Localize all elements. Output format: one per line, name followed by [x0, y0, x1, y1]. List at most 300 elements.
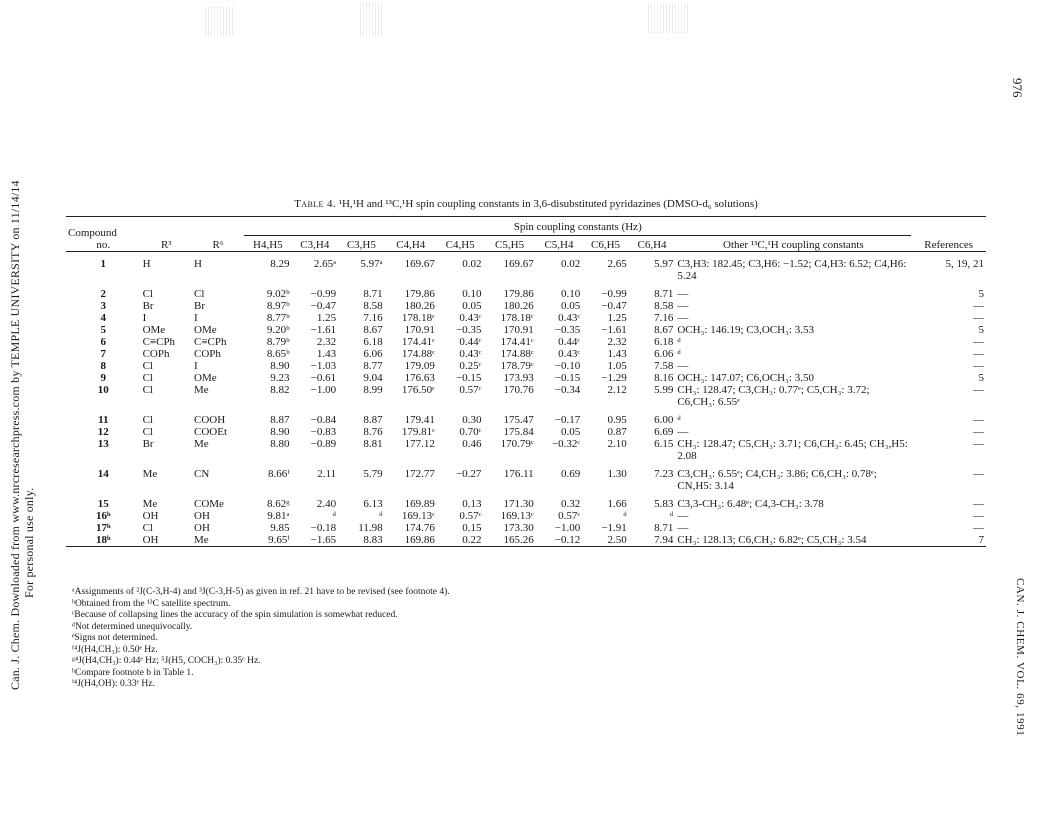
- cell-h4h5: 8.66ᶠ: [268, 468, 290, 480]
- header-compound-line1: Compound: [68, 227, 117, 239]
- page-number: 976: [1010, 78, 1025, 98]
- cell-no: 10: [97, 384, 109, 396]
- cell-c5h5: 175.84: [503, 426, 534, 438]
- cell-refs: 7: [978, 534, 984, 546]
- table-row: [66, 312, 986, 324]
- table-row: [66, 384, 986, 408]
- cell-c5h5: 175.47: [503, 414, 534, 426]
- cell-c3h4: −0.84: [310, 414, 337, 426]
- cell-c5h5: 171.30: [503, 498, 534, 510]
- table-row: [66, 372, 986, 384]
- header-h4h5: H4,H5: [253, 239, 283, 251]
- cell-refs: 5: [978, 288, 984, 300]
- cell-r3: OH: [142, 510, 159, 522]
- cell-refs: 5: [978, 324, 984, 336]
- cell-r6: COPh: [194, 348, 221, 360]
- cell-r6: Br: [194, 300, 205, 312]
- cell-c5h5: 173.93: [503, 372, 534, 384]
- footnote: ᶠ⁴J(H4,CH₃): 0.50ᵉ Hz.: [72, 644, 158, 655]
- cell-h4h5: 8.82: [270, 384, 290, 396]
- header-compound: [66, 217, 141, 252]
- cell-c3h4: 2.65ᵃ: [313, 258, 337, 270]
- cell-c6h4: 7.16: [654, 312, 674, 324]
- cell-c4h4: 174.88ᶜ: [401, 348, 435, 360]
- cell-other: —: [677, 426, 689, 438]
- cell-r6: COOH: [194, 414, 226, 426]
- cell-c6h4: 5.97: [654, 258, 674, 270]
- cell-c6h5: 1.05: [607, 360, 627, 372]
- cell-no: 9: [100, 372, 107, 384]
- cell-no: 11: [98, 414, 109, 426]
- cell-other: ᵈ: [677, 336, 681, 348]
- cell-c3h5: 6.06: [363, 348, 383, 360]
- cell-no: 4: [100, 312, 107, 324]
- cell-c4h4: 174.76: [404, 522, 435, 534]
- cell-c5h4: 0.05: [560, 426, 581, 438]
- cell-c3h4: −0.89: [310, 438, 337, 450]
- cell-c5h4: −0.12: [554, 534, 581, 546]
- cell-c3h5: 8.67: [363, 324, 383, 336]
- cell-c3h5: 6.13: [363, 498, 383, 510]
- cell-c4h5: −0.15: [455, 372, 482, 384]
- cell-c3h4: −1.61: [310, 324, 337, 336]
- cell-r6: Me: [194, 384, 209, 396]
- cell-refs: —: [973, 348, 984, 360]
- cell-c3h5: 8.76: [363, 426, 383, 438]
- table-caption: [66, 198, 986, 210]
- cell-c6h4: 8.16: [654, 372, 674, 384]
- cell-r3: Cl: [142, 288, 153, 300]
- table-row: [66, 360, 986, 372]
- cell-c5h5: 169.67: [503, 258, 534, 270]
- footnotes: [72, 587, 450, 691]
- cell-c6h5: ᵈ: [623, 510, 627, 522]
- header-c5h5: C5,H5: [495, 239, 525, 251]
- cell-no: 6: [100, 336, 107, 348]
- cell-no: 8: [100, 360, 107, 372]
- header-span: Spin coupling constants (Hz): [244, 217, 911, 236]
- header-references: References: [924, 239, 974, 251]
- cell-c6h5: 1.43: [607, 348, 627, 360]
- personal-use-notice: For personal use only.: [22, 487, 36, 598]
- cell-c4h5: 0.43ᶜ: [459, 348, 482, 360]
- cell-r6: OH: [194, 522, 210, 534]
- cell-h4h5: 8.80: [270, 438, 290, 450]
- cell-h4h5: 9.20ᵇ: [266, 324, 290, 336]
- cell-h4h5: 8.87: [270, 414, 290, 426]
- cell-c3h4: 2.40: [316, 498, 337, 510]
- cell-no: 15: [97, 498, 109, 510]
- cell-c3h5: 8.58: [363, 300, 383, 312]
- footnote: ᵉSigns not determined.: [72, 633, 158, 643]
- cell-other: C3,H3: 182.45; C3,H6: −1.52; C4,H3: 6.52; C4,H6: 5.24: [677, 258, 907, 282]
- cell-refs: —: [973, 438, 984, 450]
- cell-c5h4: 0.10: [560, 288, 581, 300]
- cell-c5h4: 0.05: [560, 300, 581, 312]
- cell-c6h4: 7.23: [654, 468, 674, 480]
- cell-c3h5: 6.18: [363, 336, 383, 348]
- cell-c6h5: −0.47: [601, 300, 627, 312]
- cell-c3h5: 8.99: [363, 384, 383, 396]
- table-body: [66, 252, 986, 547]
- cell-c4h5: 0.43ᶜ: [459, 312, 482, 324]
- footnote: ᵍ⁴J(H4,CH₃): 0.44ᵉ Hz; ⁵J(H5, COCH₃): 0.35ᵉ Hz.: [72, 656, 261, 666]
- cell-r6: Cl: [194, 288, 205, 300]
- cell-c4h4: 180.26: [404, 300, 435, 312]
- cell-c4h5: 0.10: [462, 288, 482, 300]
- cell-h4h5: 9.65ⁱ: [268, 534, 290, 546]
- cell-c3h5: 8.81: [363, 438, 383, 450]
- cell-r6: I: [194, 360, 198, 372]
- cell-r6: I: [194, 312, 198, 324]
- cell-c6h5: −1.61: [601, 324, 627, 336]
- cell-c6h5: 2.50: [607, 534, 627, 546]
- cell-c6h5: 2.65: [607, 258, 627, 270]
- download-notice: Can. J. Chem. Downloaded from www.nrcresearchpress.com by TEMPLE UNIVERSITY on 11/14/14: [8, 180, 22, 690]
- cell-refs: —: [973, 336, 984, 348]
- cell-c4h5: 0.57ᶜ: [459, 510, 482, 522]
- cell-c4h5: 0.02: [462, 258, 482, 270]
- cell-c4h5: −0.35: [455, 324, 482, 336]
- table-row: [66, 426, 986, 438]
- footnote: ⁱ⁴J(H4,OH): 0.33ᵉ Hz.: [72, 679, 155, 689]
- cell-h4h5: 8.62ᵍ: [266, 498, 290, 510]
- cell-no: 18ʰ: [95, 534, 111, 546]
- cell-c5h5: 174.88ᶜ: [500, 348, 534, 360]
- cell-c5h5: 170.79ᶜ: [500, 438, 534, 450]
- cell-r3: I: [142, 312, 147, 324]
- cell-refs: —: [973, 498, 984, 510]
- cell-c4h4: 178.18ᶜ: [401, 312, 435, 324]
- cell-c4h5: −0.27: [455, 468, 482, 480]
- cell-c6h5: 2.32: [607, 336, 627, 348]
- cell-c6h4: 7.58: [654, 360, 674, 372]
- coupling-table: [66, 217, 986, 547]
- cell-c4h5: 0.30: [462, 414, 482, 426]
- cell-r3: OMe: [142, 324, 166, 336]
- footnote: ʰCompare footnote b in Table 1.: [72, 667, 194, 678]
- cell-h4h5: 9.23: [270, 372, 290, 384]
- cell-no: 2: [100, 288, 107, 300]
- cell-c3h5: 8.87: [363, 414, 383, 426]
- cell-r6: OMe: [194, 324, 217, 336]
- cell-c3h5: 8.77: [363, 360, 383, 372]
- cell-c5h4: −0.34: [554, 384, 581, 396]
- header-compound-line2: no.: [96, 239, 111, 251]
- cell-c3h4: ᵈ: [332, 510, 337, 522]
- cell-c5h4: −0.17: [554, 414, 581, 426]
- cell-other: ᵈ: [677, 414, 681, 426]
- cell-c6h4: 7.94: [654, 534, 674, 546]
- cell-h4h5: 8.77ᵇ: [266, 312, 290, 324]
- cell-r3: Me: [142, 498, 158, 510]
- cell-c4h5: 0.46: [462, 438, 482, 450]
- cell-c4h4: 169.67: [404, 258, 435, 270]
- cell-c4h4: 169.13ᶜ: [401, 510, 435, 522]
- cell-r3: H: [142, 258, 151, 270]
- cell-refs: —: [973, 522, 984, 534]
- cell-c5h5: 170.91: [503, 324, 534, 336]
- cell-c6h5: 2.10: [607, 438, 627, 450]
- cell-c4h5: 0.70ᶜ: [459, 426, 482, 438]
- table-row: [66, 300, 986, 312]
- cell-r3: OH: [142, 534, 159, 546]
- table-row: [66, 336, 986, 348]
- cell-c6h4: 6.69: [654, 426, 674, 438]
- cell-c3h4: −0.61: [310, 372, 337, 384]
- cell-other: —: [677, 360, 689, 372]
- cell-other: OCH₃: 146.19; C3,OCH₃: 3.53: [677, 324, 814, 336]
- header-c3h5: C3,H5: [346, 239, 376, 251]
- header-c6h5: C6,H5: [590, 239, 621, 251]
- cell-no: 17ʰ: [95, 522, 111, 534]
- cell-c5h4: 0.44ᶜ: [558, 336, 581, 348]
- header-other: Other ¹³C,¹H coupling constants: [723, 239, 864, 251]
- cell-c3h4: 1.43: [316, 348, 337, 360]
- table-row: [66, 492, 986, 510]
- cell-r3: Cl: [142, 384, 153, 396]
- cell-c6h4: 8.71: [654, 288, 674, 300]
- cell-c3h4: −1.03: [310, 360, 337, 372]
- cell-c6h4: 8.67: [654, 324, 674, 336]
- cell-c3h4: 2.11: [317, 468, 337, 480]
- header-c6h4: C6,H4: [637, 239, 667, 251]
- cell-c3h5: 8.71: [363, 288, 383, 300]
- cell-other: ᵈ: [677, 348, 681, 360]
- cell-c4h5: 0.22: [462, 534, 482, 546]
- cell-c4h5: 0.15: [462, 522, 482, 534]
- cell-c3h5: ᵈ: [379, 510, 383, 522]
- cell-c5h5: 174.41ᶜ: [500, 336, 534, 348]
- cell-r3: Cl: [142, 372, 153, 384]
- cell-c6h5: 0.87: [607, 426, 627, 438]
- table-row: [66, 438, 986, 462]
- cell-c6h4: 6.06: [654, 348, 674, 360]
- cell-c6h5: −0.99: [601, 288, 627, 300]
- cell-c5h5: 178.18ᶜ: [500, 312, 534, 324]
- cell-h4h5: 8.65ᵇ: [266, 348, 290, 360]
- cell-c6h4: 6.15: [654, 438, 674, 450]
- cell-refs: 5: [978, 372, 984, 384]
- cell-c3h5: 5.97ᵃ: [360, 258, 383, 270]
- side-watermark: [0, 0, 40, 815]
- cell-r6: COOEt: [194, 426, 227, 438]
- cell-c3h5: 7.16: [363, 312, 383, 324]
- cell-c5h4: −0.10: [554, 360, 581, 372]
- cell-c4h4: 179.09: [404, 360, 435, 372]
- cell-r3: C≡CPh: [142, 336, 176, 348]
- cell-c6h4: 6.00: [654, 414, 674, 426]
- cell-c5h4: 0.43ᶜ: [558, 312, 581, 324]
- cell-r6: Me: [194, 534, 209, 546]
- cell-c4h5: 0.57ᶜ: [459, 384, 482, 396]
- running-head: CAN. J. CHEM. VOL. 69, 1991: [1014, 578, 1026, 737]
- cell-c5h4: 0.02: [560, 258, 581, 270]
- cell-other: C3,3-CH₃: 6.48ᵉ; C4,3-CH₃: 3.78: [677, 498, 824, 510]
- cell-c4h4: 176.63: [404, 372, 435, 384]
- cell-c3h4: −0.47: [310, 300, 337, 312]
- cell-c5h4: −0.15: [554, 372, 581, 384]
- cell-other: —: [677, 312, 689, 324]
- cell-c3h4: −0.99: [310, 288, 337, 300]
- cell-h4h5: 9.81ᵃ: [267, 510, 290, 522]
- cell-other: —: [677, 288, 689, 300]
- cell-r3: Cl: [142, 360, 153, 372]
- cell-other: —: [677, 522, 689, 534]
- cell-c5h4: −1.00: [554, 522, 581, 534]
- scan-artifact: [360, 2, 382, 36]
- cell-h4h5: 8.90: [270, 360, 290, 372]
- cell-r3: Br: [142, 438, 154, 450]
- cell-c6h5: 1.25: [607, 312, 627, 324]
- cell-h4h5: 8.97ᵇ: [266, 300, 290, 312]
- footnote: ᵃAssignments of ²J(C-3,H-4) and ³J(C-3,H-5) as given in ref. 21 have to be revised (see footnote 4).: [72, 587, 450, 597]
- header-c4h5: C4,H5: [445, 239, 475, 251]
- cell-c5h5: 169.13ᶜ: [500, 510, 534, 522]
- cell-refs: —: [973, 510, 984, 522]
- cell-other: CH₃: 128.47; C5,CH₃: 3.71; C6,CH₃: 6.45; CH₃,H5: 2.08: [677, 438, 908, 462]
- cell-r6: CN: [194, 468, 210, 480]
- cell-c6h4: 6.18: [654, 336, 674, 348]
- cell-refs: —: [973, 312, 984, 324]
- cell-c5h5: 176.11: [503, 468, 534, 480]
- cell-r6: H: [194, 258, 202, 270]
- cell-c6h5: −1.29: [601, 372, 627, 384]
- cell-c6h4: ᵈ: [669, 510, 674, 522]
- scan-artifact: [648, 4, 688, 34]
- footnote: ᵇObtained from the ¹³C satellite spectrum.: [72, 598, 231, 609]
- cell-c4h5: 0.05: [462, 300, 482, 312]
- cell-c3h4: −1.00: [310, 384, 337, 396]
- cell-h4h5: 8.90: [270, 426, 290, 438]
- cell-no: 16ʰ: [95, 510, 111, 522]
- cell-c5h5: 178.79ᶜ: [500, 360, 534, 372]
- cell-c4h5: 0.13: [462, 498, 482, 510]
- cell-c3h4: −0.83: [310, 426, 337, 438]
- cell-r3: Br: [142, 300, 154, 312]
- cell-c5h4: 0.69: [560, 468, 581, 480]
- cell-no: 12: [97, 426, 109, 438]
- table-row: [66, 324, 986, 336]
- cell-r6: C≡CPh: [194, 336, 227, 348]
- table-row: [66, 348, 986, 360]
- table-label: Table 4.: [294, 198, 336, 210]
- cell-c5h4: −0.35: [554, 324, 581, 336]
- cell-r3: COPh: [142, 348, 170, 360]
- cell-c4h4: 179.86: [404, 288, 435, 300]
- scan-artifact: [205, 6, 233, 36]
- cell-c4h5: 0.44ᶜ: [459, 336, 482, 348]
- cell-c4h4: 177.12: [404, 438, 435, 450]
- cell-h4h5: 8.79ᵇ: [266, 336, 290, 348]
- cell-refs: —: [973, 300, 984, 312]
- table-row: [66, 462, 986, 492]
- header-c5h4: C5,H4: [544, 239, 574, 251]
- cell-refs: —: [973, 426, 984, 438]
- cell-c3h5: 11.98: [358, 522, 383, 534]
- cell-refs: —: [973, 384, 984, 396]
- cell-no: 14: [97, 468, 109, 480]
- footnote: ᵈNot determined unequivocally.: [72, 621, 193, 632]
- header-r6: R⁶: [212, 239, 224, 251]
- cell-h4h5: 9.02ᵇ: [266, 288, 290, 300]
- table-row: [66, 282, 986, 300]
- cell-h4h5: 8.29: [270, 258, 290, 270]
- header-c4h4: C4,H4: [396, 239, 426, 251]
- table-container: [66, 198, 986, 547]
- cell-c6h4: 5.99: [654, 384, 674, 396]
- cell-c5h4: 0.57ᶜ: [558, 510, 581, 522]
- cell-h4h5: 9.85: [270, 522, 290, 534]
- cell-c5h5: 165.26: [503, 534, 534, 546]
- table-title: ¹H,¹H and ¹³C,¹H spin coupling constants in 3,6-disubstituted pyridazines (DMSO-d₆ solutions): [336, 198, 758, 210]
- cell-c5h5: 179.86: [503, 288, 534, 300]
- cell-r3: Cl: [142, 522, 153, 534]
- cell-other: —: [677, 510, 689, 522]
- cell-r3: Cl: [142, 414, 153, 426]
- cell-refs: —: [973, 468, 984, 480]
- cell-no: 13: [97, 438, 109, 450]
- cell-c3h4: 1.25: [316, 312, 337, 324]
- cell-c4h4: 170.91: [404, 324, 435, 336]
- cell-r6: COMe: [194, 498, 224, 510]
- cell-r3: Cl: [142, 426, 153, 438]
- table-row: [66, 522, 986, 534]
- table-row: [66, 534, 986, 547]
- cell-c3h4: 2.32: [316, 336, 337, 348]
- cell-c4h4: 169.86: [404, 534, 435, 546]
- cell-r3: Me: [142, 468, 158, 480]
- cell-r6: OMe: [194, 372, 217, 384]
- table-row: [66, 510, 986, 522]
- cell-c5h4: 0.32: [560, 498, 581, 510]
- cell-c6h5: 1.30: [607, 468, 627, 480]
- cell-c6h5: −1.91: [601, 522, 627, 534]
- cell-no: 1: [100, 258, 107, 270]
- cell-c5h5: 180.26: [503, 300, 534, 312]
- cell-c4h4: 172.77: [404, 468, 435, 480]
- cell-c6h4: 5.83: [654, 498, 674, 510]
- table-row: [66, 408, 986, 426]
- cell-c6h4: 8.58: [654, 300, 674, 312]
- cell-c5h4: −0.32ᶜ: [551, 438, 581, 450]
- cell-no: 7: [100, 348, 107, 360]
- cell-no: 5: [100, 324, 107, 336]
- cell-other: OCH₃: 147.07; C6,OCH₃: 3.50: [677, 372, 814, 384]
- cell-c3h5: 5.79: [363, 468, 383, 480]
- header-c3h4: C3,H4: [300, 239, 330, 251]
- cell-c4h4: 169.89: [404, 498, 435, 510]
- cell-c3h5: 9.04: [363, 372, 383, 384]
- cell-c4h4: 179.41: [404, 414, 435, 426]
- cell-other: CH₃: 128.47; C3,CH₃: 0.77ᵉ; C5,CH₃: 3.72; C6,CH₃: 6.55ᵉ: [677, 384, 870, 408]
- cell-c3h4: −0.18: [310, 522, 337, 534]
- cell-c4h4: 179.81ᶜ: [401, 426, 435, 438]
- cell-refs: —: [973, 414, 984, 426]
- cell-other: C3,CH₃: 6.55ᵉ; C4,CH₃: 3.86; C6,CH₃: 0.78ᵉ; CN,H5: 3.14: [677, 468, 877, 492]
- cell-c4h4: 176.50ᶜ: [401, 384, 435, 396]
- cell-c6h5: 0.95: [607, 414, 627, 426]
- cell-c6h5: 2.12: [607, 384, 627, 396]
- cell-r6: Me: [194, 438, 209, 450]
- cell-c5h5: 170.76: [503, 384, 534, 396]
- cell-other: —: [677, 300, 689, 312]
- cell-refs: 5, 19, 21: [945, 258, 984, 270]
- cell-c4h4: 174.41ᶜ: [401, 336, 435, 348]
- cell-r6: OH: [194, 510, 210, 522]
- cell-no: 3: [100, 300, 107, 312]
- cell-c3h4: −1.65: [310, 534, 337, 546]
